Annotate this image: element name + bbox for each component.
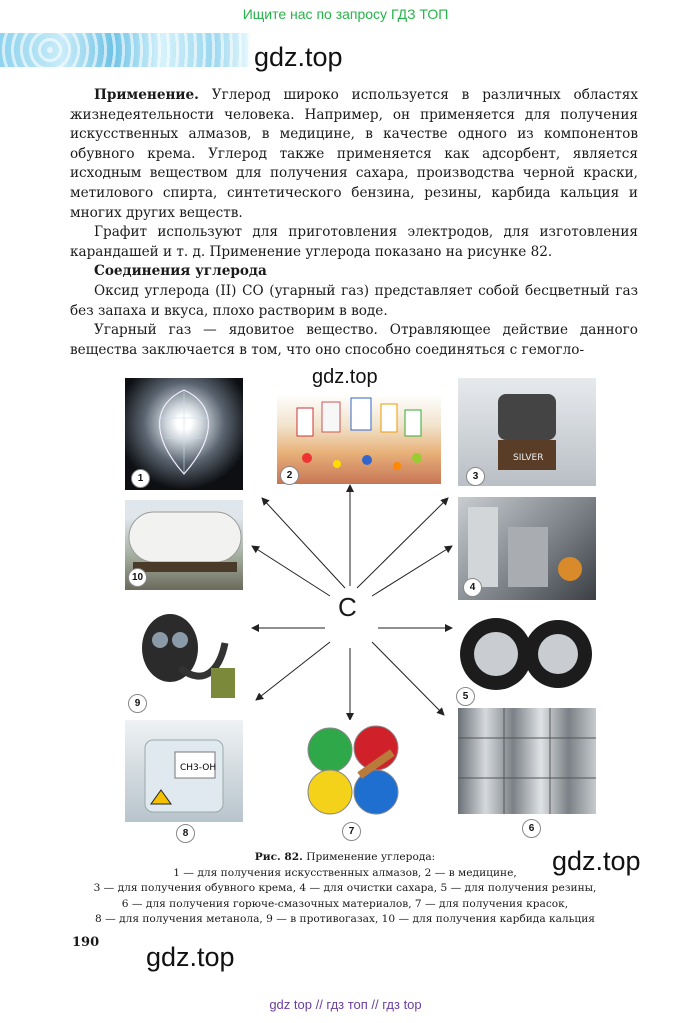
label-3: 3 (466, 467, 485, 486)
label-5: 5 (456, 687, 475, 706)
label-6: 6 (522, 819, 541, 838)
carbon-symbol: C (338, 592, 357, 622)
label-8: 8 (176, 824, 195, 843)
caption-title (60, 850, 630, 866)
svg-text:SILVER: SILVER (513, 453, 544, 463)
medicine-image (277, 378, 441, 484)
section-heading: Соединения углерода (94, 263, 267, 280)
top-banner[interactable]: Ищите нас по запросу ГДЗ ТОП (242, 6, 449, 22)
paragraph-1 (70, 86, 638, 223)
caption-title-number: Рис. 82. (254, 851, 303, 863)
paragraph-text: Углерод широко используется в различных областях жизнедеятельности человека. Например, он применяется для получения искусственных алмазов, в медицине, в качестве одного из компонентов обувного крема. Углерод также применяется как адсорбент, является исходным веществом для получения сахара, производства черной краски, метилового спирта, синтетического бензина, резины, карбида кальция и многих других веществ. (70, 87, 638, 221)
paragraph-4: Угарный газ — ядовитое вещество. Отравляющее действие данного вещества заключается в том, что оно способно соединяться с гемогло- (70, 322, 638, 358)
paragraph-3: Оксид углерода (II) CO (угарный газ) представляет собой бесцветный газ без запаха и вкуса, плохо растворим в воде. (70, 282, 638, 319)
gas-mask-image (125, 598, 247, 706)
footer-link[interactable]: gdz top // гдз топ // гдз top (269, 997, 422, 1012)
label-10: 10 (128, 568, 147, 587)
paragraph-2: Графит используют для приготовления электродов, для изготовления карандашей и т. д. Применение углерода показано на рисунке 82. (70, 224, 638, 260)
paints-image (300, 720, 410, 818)
caption-line: 1 — для получения искусственных алмазов, 2 — в медицине, (173, 866, 517, 879)
label-4: 4 (463, 578, 482, 597)
watermark: gdz.top (146, 942, 235, 972)
label-1: 1 (131, 469, 150, 488)
body-text (70, 86, 638, 360)
watermark: gdz.top (552, 846, 641, 876)
caption-line: 8 — для получения метанола, 9 — в противогазах, 10 — для получения карбида кальция (95, 913, 595, 926)
watermark: gdz.top (312, 366, 378, 388)
page-number: 190 (72, 935, 100, 950)
paragraph-lead: Применение. (94, 87, 199, 103)
methanol-image (125, 720, 243, 822)
tires-image (458, 612, 596, 697)
caption-title-text: Применение углерода: (302, 851, 436, 863)
figure-caption (60, 850, 630, 928)
barrels-image (458, 708, 596, 814)
caption-line: 6 — для получения горюче-смазочных материалов, 7 — для получения красок, (121, 897, 569, 910)
label-2: 2 (280, 466, 299, 485)
watermark: gdz.top (254, 42, 343, 72)
label-9: 9 (128, 694, 147, 713)
caption-line: 3 — для получения обувного крема, 4 — для очистки сахара, 5 — для получения резины, (93, 882, 597, 895)
svg-text:CH3-OH: CH3-OH (180, 763, 217, 773)
water-decoration (0, 33, 250, 67)
label-7: 7 (342, 822, 361, 841)
